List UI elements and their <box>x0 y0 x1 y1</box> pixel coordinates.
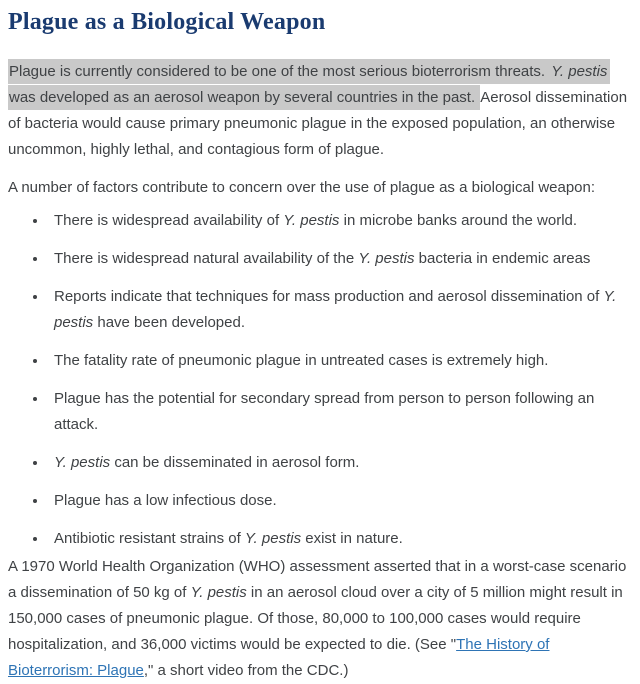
page-title: Plague as a Biological Weapon <box>8 9 326 35</box>
text-segment: Reports indicate that techniques for mass production and aerosol dissemination of <box>54 288 604 305</box>
list-item <box>48 526 632 552</box>
factors-list <box>8 208 632 552</box>
text-segment: There is widespread availability of <box>54 212 284 229</box>
factors-intro-paragraph: A number of factors contribute to concern over the use of plague as a biological weapon: <box>8 179 596 196</box>
who-assessment-paragraph <box>8 554 632 684</box>
selected-text: was developed as an aerosol weapon by several countries in the past. <box>8 59 610 110</box>
text-segment: in microbe banks around the world. <box>339 212 578 229</box>
latin-term: Y. pestis <box>54 288 617 331</box>
list-item <box>48 488 632 514</box>
list-item <box>48 450 632 476</box>
text-segment: have been developed. <box>93 314 245 331</box>
text-segment: ," a short video from the CDC.) <box>143 662 349 679</box>
text-segment: can be disseminated in aerosol form. <box>110 454 360 471</box>
text-segment: exist in nature. <box>301 530 403 547</box>
text-segment: in an aerosol cloud over a city of 5 million might result in 150,000 cases of pneumonic plague. Of those, 80,000 to 100,000 cases would require hospitalization, and 36,000 victims would be expected to die. (See " <box>8 584 623 653</box>
list-item <box>48 246 632 272</box>
selected-text: Plague is currently considered to be one of the most serious bioterrorism threats. <box>8 59 550 84</box>
text-segment: Plague has the potential for secondary spread from person to person following an attack. <box>54 390 595 433</box>
text-segment: There is widespread natural availability of the <box>54 250 359 267</box>
latin-term: Y. pestis <box>54 454 111 471</box>
latin-term: Y. pestis <box>244 530 302 547</box>
intro-paragraph[interactable] <box>8 59 632 163</box>
latin-term: Y. pestis <box>283 212 340 229</box>
list-item <box>48 208 632 234</box>
text-segment: Plague has a low infectious dose. <box>54 492 277 509</box>
selected-text: Y. pestis <box>550 59 608 84</box>
text-segment: Aerosol dissemination of bacteria would cause primary pneumonic plague in the exposed population, an otherwise uncommon, highly lethal, and contagious form of plague. <box>8 89 628 158</box>
latin-term: Y. pestis <box>358 250 415 267</box>
latin-term: Y. pestis <box>190 584 247 601</box>
inline-link[interactable]: The History of Bioterrorism: Plague <box>8 636 550 679</box>
list-item <box>48 284 632 336</box>
text-segment: bacteria in endemic areas <box>414 250 591 267</box>
text-segment: A 1970 World Health Organization (WHO) assessment asserted that in a worst-case scenario a dissemination of 50 kg of <box>8 558 627 601</box>
list-item <box>48 348 632 374</box>
text-segment: Antibiotic resistant strains of <box>54 530 245 547</box>
text-segment: The fatality rate of pneumonic plague in untreated cases is extremely high. <box>54 352 549 369</box>
list-item <box>48 386 632 438</box>
